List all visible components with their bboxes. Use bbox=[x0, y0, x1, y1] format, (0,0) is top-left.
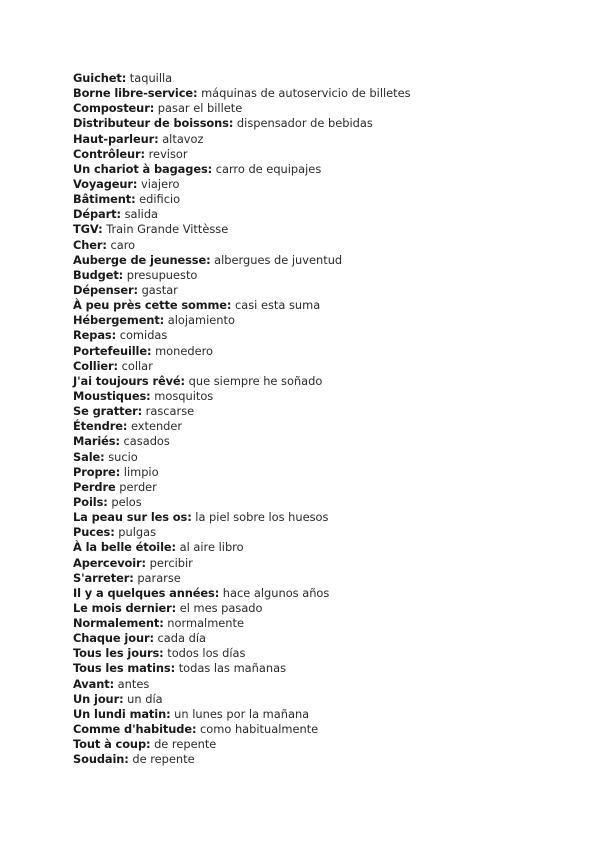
french-term: Budget: bbox=[73, 267, 124, 282]
spanish-translation: de repente bbox=[154, 737, 217, 752]
french-term: Collier: bbox=[73, 358, 118, 373]
vocab-entry bbox=[73, 601, 411, 616]
french-term: Composteur: bbox=[73, 101, 155, 116]
spanish-translation: sucio bbox=[108, 449, 138, 464]
spanish-translation: pasar el billete bbox=[157, 101, 243, 116]
spanish-translation: comidas bbox=[119, 328, 168, 343]
spanish-translation: antes bbox=[117, 676, 150, 691]
spanish-translation: gastar bbox=[141, 282, 178, 297]
vocab-entry bbox=[73, 677, 411, 692]
french-term: Départ: bbox=[73, 207, 121, 222]
spanish-translation: viajero bbox=[141, 176, 180, 191]
spanish-translation: carro de equipajes bbox=[215, 161, 322, 176]
vocab-entry bbox=[73, 692, 411, 707]
vocab-entry bbox=[73, 419, 411, 434]
spanish-translation: normalmente bbox=[167, 616, 245, 631]
french-term: Il y a quelques années: bbox=[73, 585, 220, 600]
french-term: Distributeur de boissons: bbox=[73, 116, 234, 131]
vocab-entry bbox=[73, 86, 411, 101]
french-term: Bâtiment: bbox=[73, 192, 136, 207]
french-term: Puces: bbox=[73, 525, 115, 540]
french-term: Moustiques: bbox=[73, 388, 151, 403]
french-term: Voyageur: bbox=[73, 176, 138, 191]
french-term: Propre: bbox=[73, 464, 121, 479]
vocab-entry bbox=[73, 571, 411, 586]
french-term: À la belle étoile: bbox=[73, 540, 177, 555]
vocab-entry bbox=[73, 631, 411, 646]
spanish-translation: extender bbox=[130, 419, 183, 434]
french-term: Se gratter: bbox=[73, 404, 143, 419]
vocab-entry bbox=[73, 389, 411, 404]
vocab-entry bbox=[73, 359, 411, 374]
vocab-entry bbox=[73, 71, 411, 86]
french-term: Étendre: bbox=[73, 419, 128, 434]
vocab-entry bbox=[73, 344, 411, 359]
spanish-translation: dispensador de bebidas bbox=[236, 116, 373, 131]
french-term: Le mois dernier: bbox=[73, 600, 177, 615]
french-term: Normalement: bbox=[73, 616, 164, 631]
spanish-translation: taquilla bbox=[129, 71, 173, 85]
vocab-entry bbox=[73, 646, 411, 661]
vocab-entry bbox=[73, 540, 411, 555]
french-term: Repas: bbox=[73, 328, 117, 343]
vocab-entry bbox=[73, 465, 411, 480]
vocab-entry bbox=[73, 162, 411, 177]
spanish-translation: un lunes por la mañana bbox=[174, 706, 310, 721]
spanish-translation: de repente bbox=[132, 752, 195, 767]
vocab-entry bbox=[73, 298, 411, 313]
vocab-entry bbox=[73, 177, 411, 192]
spanish-translation: hace algunos años bbox=[222, 585, 330, 600]
vocab-entry bbox=[73, 707, 411, 722]
vocab-entry bbox=[73, 253, 411, 268]
french-term: Contrôleur: bbox=[73, 146, 145, 161]
french-term: Avant: bbox=[73, 676, 115, 691]
vocab-entry bbox=[73, 283, 411, 298]
french-term: Haut-parleur: bbox=[73, 131, 159, 146]
vocab-entry bbox=[73, 661, 411, 676]
vocab-entry bbox=[73, 374, 411, 389]
vocab-entry bbox=[73, 510, 411, 525]
vocabulary-list bbox=[73, 71, 411, 767]
french-term: Chaque jour: bbox=[73, 631, 154, 646]
vocab-entry bbox=[73, 132, 411, 147]
french-term: Tous les matins: bbox=[73, 661, 176, 676]
spanish-translation: perder bbox=[119, 479, 157, 494]
spanish-translation: collar bbox=[121, 358, 153, 373]
spanish-translation: la piel sobre los huesos bbox=[195, 510, 329, 525]
french-term: Tous les jours: bbox=[73, 646, 164, 661]
spanish-translation: presupuesto bbox=[126, 267, 198, 282]
vocab-entry bbox=[73, 147, 411, 162]
vocab-entry bbox=[73, 434, 411, 449]
spanish-translation: edificio bbox=[139, 192, 181, 207]
vocab-entry bbox=[73, 222, 411, 237]
french-term: S'arreter: bbox=[73, 570, 134, 585]
spanish-translation: alojamiento bbox=[167, 313, 235, 328]
french-term: À peu près cette somme: bbox=[73, 298, 232, 313]
french-term: TGV: bbox=[73, 222, 103, 237]
spanish-translation: altavoz bbox=[162, 131, 204, 146]
french-term: Borne libre-service: bbox=[73, 86, 198, 101]
french-term: Un chariot à bagages: bbox=[73, 161, 213, 176]
french-term: Mariés: bbox=[73, 434, 120, 449]
vocab-entry bbox=[73, 207, 411, 222]
vocab-entry bbox=[73, 450, 411, 465]
spanish-translation: el mes pasado bbox=[179, 600, 263, 615]
vocab-entry bbox=[73, 525, 411, 540]
vocab-entry bbox=[73, 616, 411, 631]
french-term: Auberge de jeunesse: bbox=[73, 252, 211, 267]
spanish-translation: todos los días bbox=[167, 646, 246, 661]
french-term: Tout à coup: bbox=[73, 737, 151, 752]
vocab-entry bbox=[73, 586, 411, 601]
spanish-translation: todas las mañanas bbox=[178, 661, 286, 676]
french-term: Cher: bbox=[73, 237, 107, 252]
french-term: Soudain: bbox=[73, 752, 129, 767]
spanish-translation: salida bbox=[124, 207, 159, 222]
vocab-entry bbox=[73, 313, 411, 328]
spanish-translation: rascarse bbox=[145, 404, 195, 419]
vocab-entry bbox=[73, 722, 411, 737]
spanish-translation: pulgas bbox=[118, 525, 157, 540]
vocab-entry bbox=[73, 752, 411, 767]
spanish-translation: Train Grande Vittèsse bbox=[106, 222, 229, 237]
vocab-entry bbox=[73, 101, 411, 116]
french-term: J'ai toujours rêvé: bbox=[73, 373, 186, 388]
spanish-translation: percibir bbox=[149, 555, 193, 570]
french-term: Perdre bbox=[73, 479, 116, 494]
spanish-translation: máquinas de autoservicio de billetes bbox=[201, 86, 411, 101]
spanish-translation: revisor bbox=[148, 146, 188, 161]
spanish-translation: limpio bbox=[123, 464, 159, 479]
spanish-translation: como habitualmente bbox=[200, 722, 319, 737]
vocab-entry bbox=[73, 404, 411, 419]
vocab-entry bbox=[73, 328, 411, 343]
vocab-entry bbox=[73, 238, 411, 253]
spanish-translation: casi esta suma bbox=[234, 298, 321, 313]
french-term: Poils: bbox=[73, 494, 108, 509]
spanish-translation: mosquitos bbox=[154, 388, 214, 403]
french-term: Sale: bbox=[73, 449, 105, 464]
vocab-entry bbox=[73, 556, 411, 571]
vocab-entry bbox=[73, 737, 411, 752]
french-term: Comme d'habitude: bbox=[73, 722, 197, 737]
french-term: Dépenser: bbox=[73, 282, 138, 297]
spanish-translation: al aire libro bbox=[179, 540, 244, 555]
vocab-entry bbox=[73, 268, 411, 283]
french-term: Un lundi matin: bbox=[73, 706, 171, 721]
spanish-translation: pelos bbox=[111, 494, 142, 509]
spanish-translation: albergues de juventud bbox=[214, 252, 343, 267]
spanish-translation: que siempre he soñado bbox=[188, 373, 323, 388]
spanish-translation: pararse bbox=[137, 570, 181, 585]
french-term: Guichet: bbox=[73, 71, 127, 85]
spanish-translation: cada día bbox=[157, 631, 206, 646]
vocab-entry bbox=[73, 495, 411, 510]
spanish-translation: casados bbox=[123, 434, 170, 449]
french-term: Apercevoir: bbox=[73, 555, 147, 570]
spanish-translation: monedero bbox=[155, 343, 214, 358]
vocab-entry bbox=[73, 480, 411, 495]
french-term: Portefeuille: bbox=[73, 343, 152, 358]
french-term: La peau sur les os: bbox=[73, 510, 192, 525]
vocab-entry bbox=[73, 116, 411, 131]
spanish-translation: un día bbox=[127, 691, 163, 706]
spanish-translation: caro bbox=[110, 237, 136, 252]
french-term: Hébergement: bbox=[73, 313, 165, 328]
french-term: Un jour: bbox=[73, 691, 124, 706]
vocab-entry bbox=[73, 192, 411, 207]
